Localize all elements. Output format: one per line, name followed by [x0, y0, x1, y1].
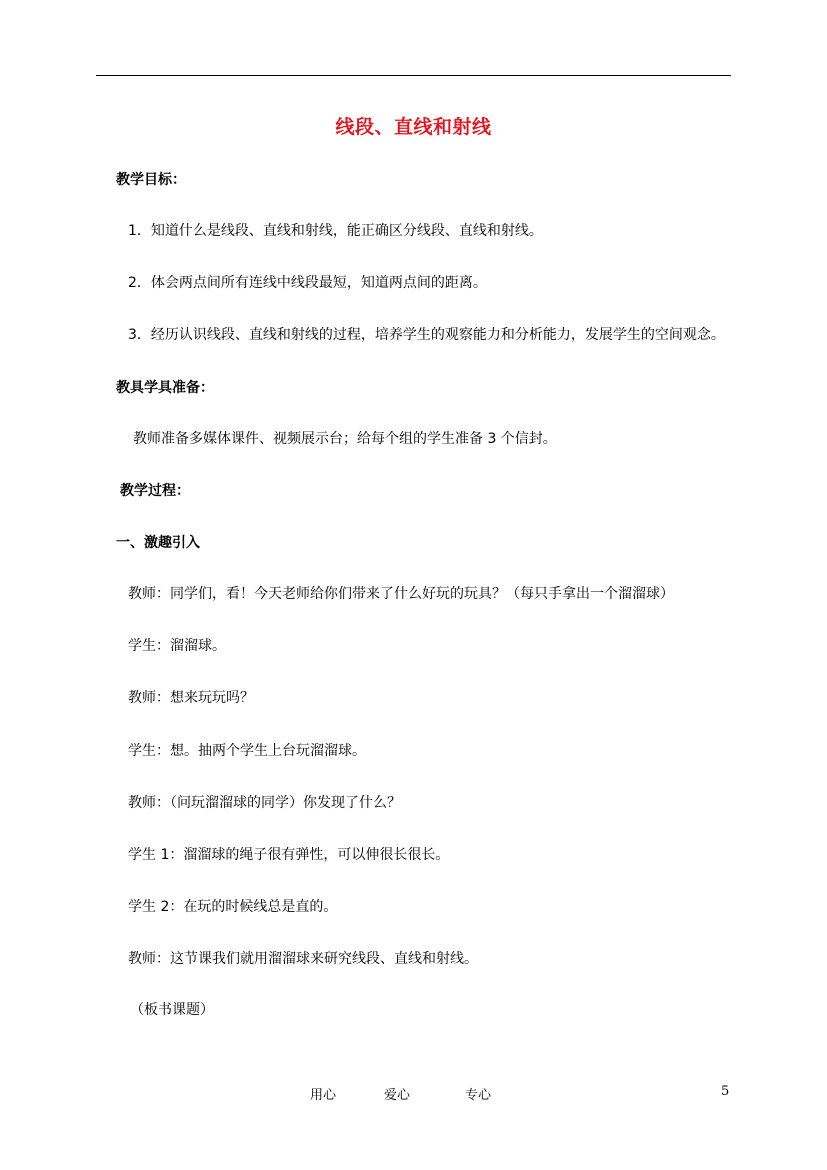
dialogue-line: 学生 2：在玩的时候线总是直的。 — [128, 899, 338, 915]
dialogue-line: 教师：同学们，看！今天老师给你们带来了什么好玩的玩具？（每只手拿出一个溜溜球） — [128, 586, 674, 602]
materials-text: 教师准备多媒体课件、视频展示台；给每个组的学生准备 3 个信封。 — [133, 431, 557, 447]
footer-right: 专心 — [465, 1088, 492, 1103]
dialogue-line: 学生：溜溜球。 — [128, 638, 226, 654]
process-heading: 教学过程： — [120, 483, 190, 499]
objectives-heading: 教学目标： — [116, 172, 186, 188]
dialogue-line: 学生 1：溜溜球的绳子很有弹性，可以伸很长很长。 — [128, 847, 450, 863]
page-title: 线段、直线和射线 — [335, 116, 492, 138]
dialogue-line: 教师：想来玩玩吗？ — [128, 690, 254, 706]
part1-heading: 一、激趣引入 — [116, 535, 200, 551]
page-number: 5 — [721, 1084, 730, 1099]
footer-left: 用心 — [310, 1088, 337, 1103]
dialogue-line: 教师：这节课我们就用溜溜球来研究线段、直线和射线。 — [128, 951, 478, 967]
materials-heading: 教具学具准备： — [116, 380, 214, 396]
footer-middle: 爱心 — [384, 1088, 411, 1103]
objective-item: 3．经历认识线段、直线和射线的过程，培养学生的观察能力和分析能力，发展学生的空间观念。 — [128, 327, 725, 343]
dialogue-line: 学生：想。抽两个学生上台玩溜溜球。 — [128, 743, 366, 759]
dialogue-line: 教师：（问玩溜溜球的同学）你发现了什么？ — [128, 795, 401, 811]
header-rule — [96, 75, 731, 76]
objective-item: 1．知道什么是线段、直线和射线，能正确区分线段、直线和射线。 — [128, 223, 543, 239]
objective-item: 2．体会两点间所有连线中线段最短，知道两点间的距离。 — [128, 275, 487, 291]
dialogue-line: （板书课题） — [130, 1002, 214, 1018]
